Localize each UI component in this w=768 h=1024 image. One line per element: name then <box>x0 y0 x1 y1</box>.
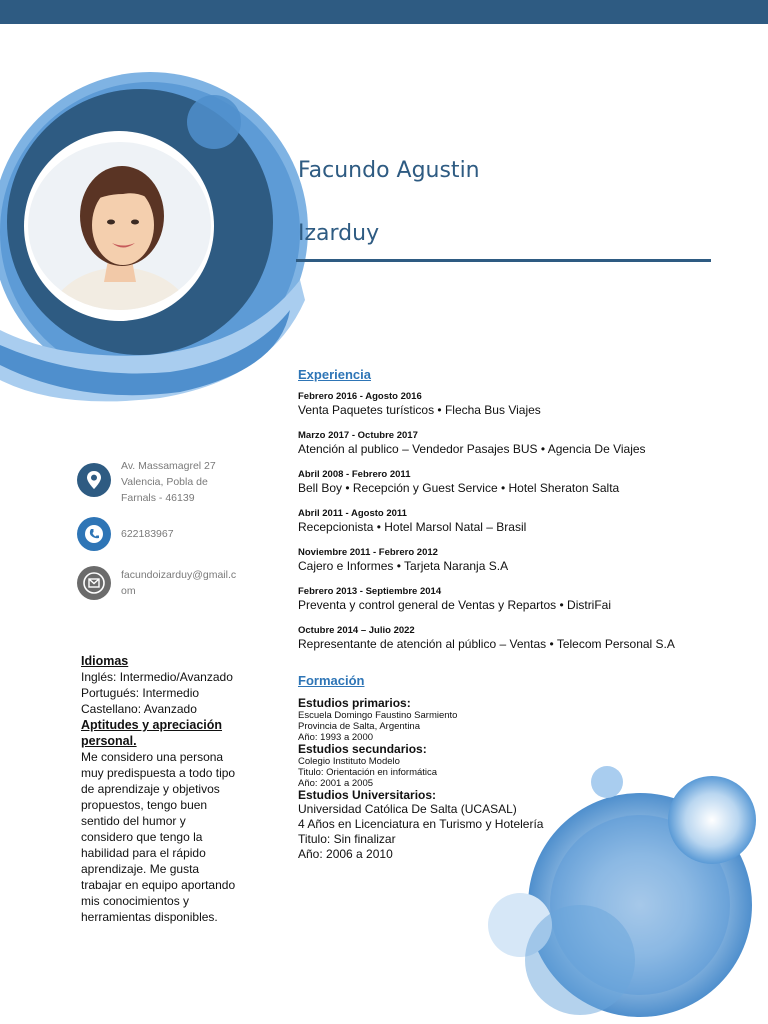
languages-title: Idiomas <box>81 654 129 668</box>
experience-description: Venta Paquetes turísticos • Flecha Bus Viajes <box>298 403 541 417</box>
experience-description: Bell Boy • Recepción y Guest Service • Hotel Sheraton Salta <box>298 481 620 495</box>
experience-item <box>298 586 611 612</box>
envelope-icon <box>77 566 111 600</box>
aptitudes-title: Aptitudes y apreciación <box>81 718 223 732</box>
aptitudes-text: propuestos, tengo buen <box>81 798 208 812</box>
email: facundoizarduy@gmail.c om <box>121 569 237 597</box>
aptitudes-text: Me considero una persona <box>81 750 224 764</box>
aptitudes-text: sentido del humor y <box>81 814 186 828</box>
experience-item <box>298 430 646 456</box>
first-name: Facundo Agustin <box>298 158 480 183</box>
name-divider <box>296 259 711 262</box>
language-item: Portugués: Intermedio <box>81 686 200 700</box>
aptitudes-text: muy predispuesta a todo tipo <box>81 766 236 780</box>
aptitudes-text: mis conocimientos y <box>81 894 190 908</box>
secondary-heading: Estudios secundarios: <box>298 742 427 756</box>
left-column <box>81 653 261 925</box>
experience-date: Octubre 2014 – Julio 2022 <box>298 625 415 636</box>
profile-photo <box>28 142 211 310</box>
experience-date: Marzo 2017 - Octubre 2017 <box>298 430 418 441</box>
primary-heading: Estudios primarios: <box>298 696 411 710</box>
experience-description: Cajero e Informes • Tarjeta Naranja S.A <box>298 559 509 573</box>
address: Av. Massamagrel 27 Valencia, Pobla de Farnals - 46139 <box>121 460 216 504</box>
experience-title: Experiencia <box>298 367 371 382</box>
experience-description: Recepcionista • Hotel Marsol Natal – Brasil <box>298 520 527 534</box>
language-item: Inglés: Intermedio/Avanzado <box>81 670 233 684</box>
experience-description: Preventa y control general de Ventas y Repartos • DistriFai <box>298 598 612 612</box>
experience-date: Febrero 2016 - Agosto 2016 <box>298 391 422 402</box>
experience-description: Atención al publico – Vendedor Pasajes BUS • Agencia De Viajes <box>298 442 646 456</box>
experience-item <box>298 547 508 573</box>
aptitudes-text: considero que tengo la <box>81 830 203 844</box>
education-block: Estudios primarios: Escuela Domingo Faustino Sarmiento Provincia de Salta, Argentina Año: 1993 a 2000 Estudios secundarios: Colegio Instituto Modelo Titulo: Orientación en informática Año: 2001 a 2005 Estudios Universitarios: Universidad Católica De Salta (UCASAL) 4 Años en Licenciatura en Turismo y Hotelería Titulo: Sin finalizar Año: 2006 a 2010 <box>298 697 598 862</box>
experience-item <box>298 469 619 495</box>
experience-date: Febrero 2013 - Septiembre 2014 <box>298 586 442 597</box>
experience-description: Representante de atención al público – Ventas • Telecom Personal S.A <box>298 637 675 651</box>
experience-date: Abril 2008 - Febrero 2011 <box>298 469 411 480</box>
experience-item <box>298 625 675 651</box>
aptitudes-text: aprendizaje. Me gusta <box>81 862 200 876</box>
phone-icon <box>77 517 111 551</box>
location-pin-icon <box>77 463 111 497</box>
aptitudes-text: trabajar en equipo aportando <box>81 878 236 892</box>
experience-date: Noviembre 2011 - Febrero 2012 <box>298 547 438 558</box>
language-item: Castellano: Avanzado <box>81 702 197 716</box>
university-heading: Estudios Universitarios: <box>298 788 437 802</box>
aptitudes-text: de aprendizaje y objetivos <box>81 782 220 796</box>
experience-date: Abril 2011 - Agosto 2011 <box>298 508 407 519</box>
aptitudes-title-2: personal. <box>81 734 137 748</box>
experience-item <box>298 391 541 417</box>
experience-item <box>298 508 526 534</box>
phone-number: 622183967 <box>121 528 174 540</box>
aptitudes-text: herramientas disponibles. <box>81 910 218 924</box>
education-title: Formación <box>298 673 365 688</box>
last-name: Izarduy <box>298 221 380 246</box>
aptitudes-text: habilidad para el rápido <box>81 846 206 860</box>
